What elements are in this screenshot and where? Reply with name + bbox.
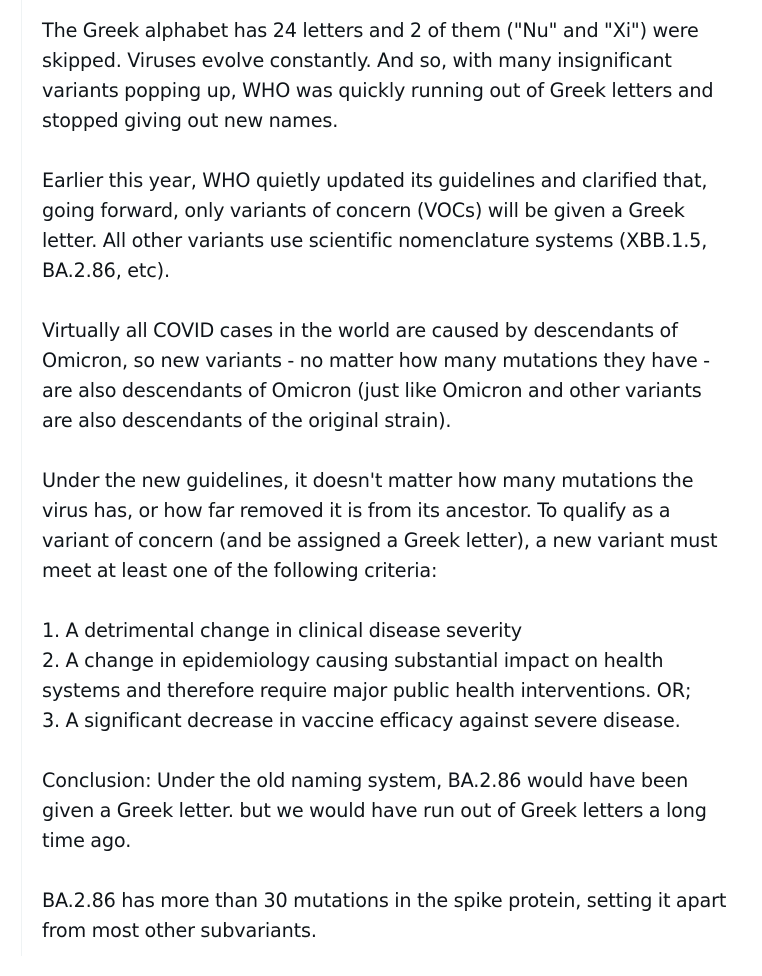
text-line: are also descendants of the original strain). — [42, 409, 452, 432]
paragraph-who-guidelines — [42, 166, 758, 286]
list-item: 2. A change in epidemiology causing substantial impact on health — [42, 649, 664, 672]
text-line: letter. All other variants use scientific nomenclature systems (XBB.1.5, — [42, 229, 708, 252]
list-item: 1. A detrimental change in clinical disease severity — [42, 619, 522, 642]
list-item: 3. A significant decrease in vaccine efficacy against severe disease. — [42, 709, 681, 732]
text-line: Omicron, so new variants - no matter how many mutations they have - — [42, 349, 710, 372]
text-line: time ago. — [42, 829, 132, 852]
paragraph-conclusion — [42, 766, 758, 856]
text-line: Conclusion: Under the old naming system, BA.2.86 would have been — [42, 769, 689, 792]
thread-divider — [21, 0, 22, 956]
text-line: Earlier this year, WHO quietly updated its guidelines and clarified that, — [42, 169, 708, 192]
text-line: from most other subvariants. — [42, 919, 317, 942]
criteria-list — [42, 616, 758, 736]
text-line: given a Greek letter. but we would have run out of Greek letters a long — [42, 799, 707, 822]
text-line: BA.2.86 has more than 30 mutations in the spike protein, setting it apart — [42, 889, 727, 912]
paragraph-new-guidelines — [42, 466, 758, 586]
text-line: variant of concern (and be assigned a Greek letter), a new variant must — [42, 529, 718, 552]
text-line: stopped giving out new names. — [42, 109, 339, 132]
paragraph-ba286-mutations — [42, 886, 758, 946]
paragraph-omicron-descendants — [42, 316, 758, 436]
text-line: Virtually all COVID cases in the world are caused by descendants of — [42, 319, 678, 342]
text-line: skipped. Viruses evolve constantly. And so, with many insignificant — [42, 49, 672, 72]
post-text — [42, 16, 758, 976]
text-line: variants popping up, WHO was quickly running out of Greek letters and — [42, 79, 714, 102]
text-line: meet at least one of the following criteria: — [42, 559, 438, 582]
list-item: systems and therefore require major public health interventions. OR; — [42, 679, 692, 702]
text-line: going forward, only variants of concern (VOCs) will be given a Greek — [42, 199, 685, 222]
paragraph-greek-alphabet — [42, 16, 758, 136]
text-line: Under the new guidelines, it doesn't matter how many mutations the — [42, 469, 694, 492]
text-line: The Greek alphabet has 24 letters and 2 of them ("Nu" and "Xi") were — [42, 19, 699, 42]
text-line: are also descendants of Omicron (just like Omicron and other variants — [42, 379, 702, 402]
text-line: virus has, or how far removed it is from its ancestor. To qualify as a — [42, 499, 671, 522]
text-line: BA.2.86, etc). — [42, 259, 170, 282]
